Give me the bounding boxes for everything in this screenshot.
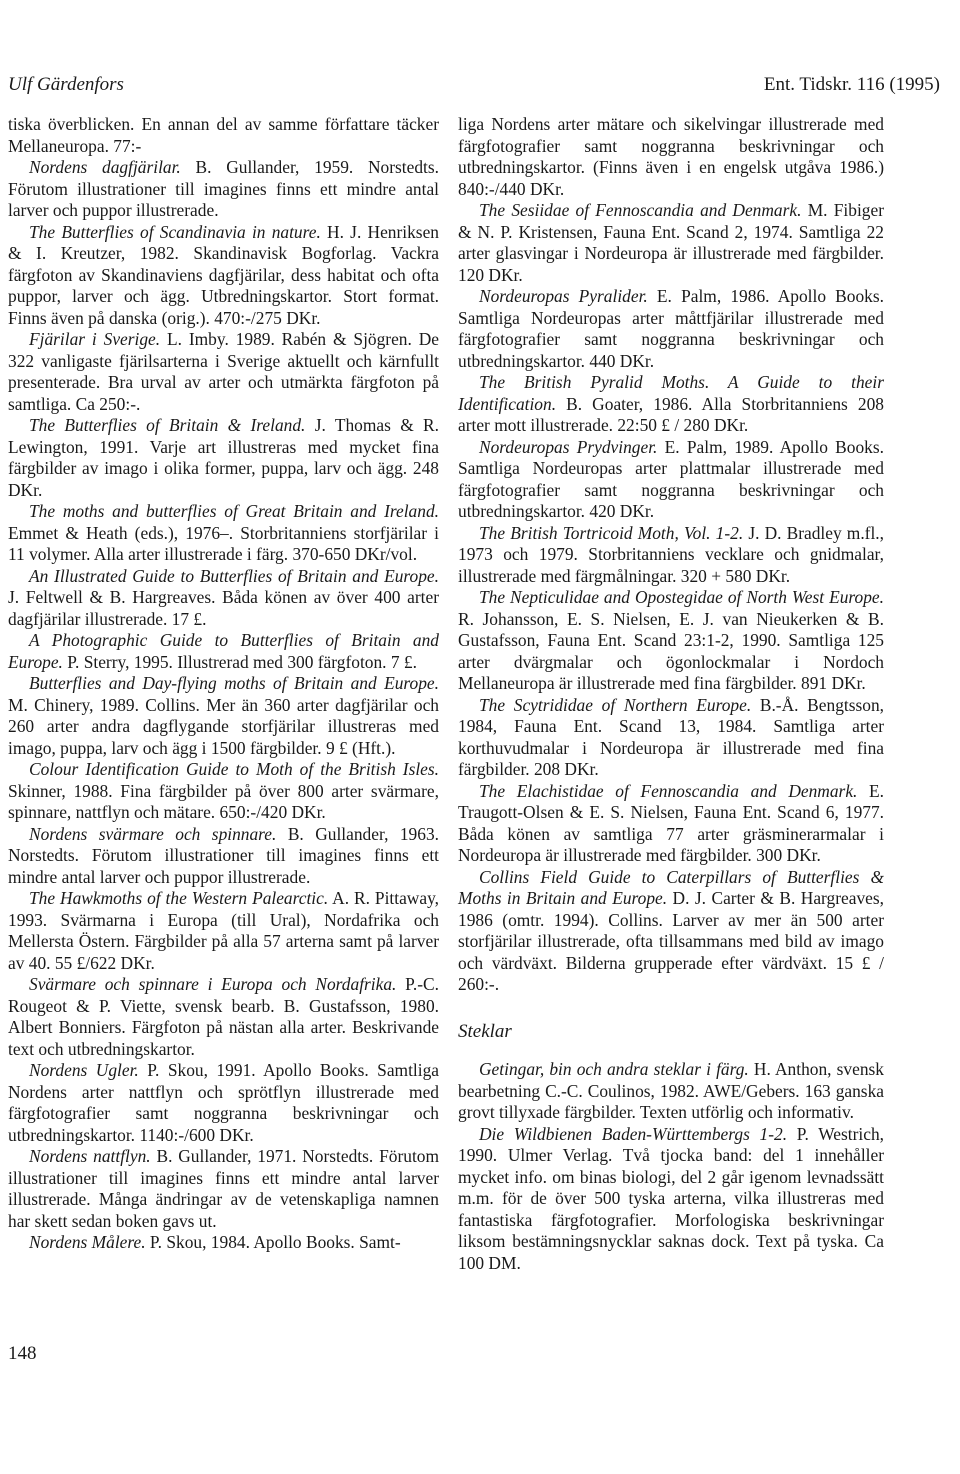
bibliography-entry [458, 1124, 884, 1275]
entry-title: The Butterflies of Britain & Ireland. [29, 415, 306, 435]
entry-details: tiska överblicken. En annan del av samme författare täcker Mellaneuropa. 77:- [8, 114, 439, 156]
entry-details: E. Palm, 1989. Apollo Books. Samtliga Nordeuropas arter plattmalar illustrerade med färgfotografier samt noggranna beskrivningar och utbredningskartor. 420 DKr. [458, 436, 884, 521]
bibliography-entry [8, 114, 439, 157]
bibliography-entry [458, 587, 884, 695]
bibliography-entry [8, 157, 439, 222]
entry-details: H. Anthon, svensk bearbetning C.-C. Coulinos, 1982. AWE/Gebers. 163 ganska grovt tillyxade färgbilder. Texten utförlig och informativ. [458, 1059, 884, 1122]
entry-title: Collins Field Guide to Caterpillars of Butterflies & Moths in Britain and Europe. [458, 866, 884, 908]
entry-title: Nordens svärmare och spinnare. [29, 823, 277, 844]
bibliography-entry [458, 200, 884, 286]
bibliography-entry [8, 824, 439, 889]
entry-title: The Scytrididae of Northern Europe. [479, 694, 752, 715]
entry-details: J. Feltwell & B. Hargreaves. Båda könen av över 400 arter dagfjärilar illustrerade. 17 £. [8, 587, 439, 629]
entry-title: Getingar, bin och andra steklar i färg. [479, 1059, 749, 1079]
entry-title: Svärmare och spinnare i Europa och Nordafrika. [29, 974, 397, 994]
entry-details: P.-C. Rougeot & P. Viette, svensk bearb. B. Gustafsson, 1980. Albert Bonniers. Färgfoton på nästan alla arter. Beskrivande text och utbredningskartor. [8, 974, 439, 1059]
entry-title: Nordens dagfjärilar. [29, 157, 181, 177]
entry-title: Fjärilar i Sverige. [29, 329, 161, 349]
entry-title: The British Pyralid Moths. A Guide to their Identification. [458, 372, 884, 414]
bibliography-entry [458, 437, 884, 523]
entry-title: Nordens Ugler. [29, 1060, 139, 1080]
entry-details: Skinner, 1988. Fina färgbilder på över 800 arter svärmare, spinnare, nattflyn och mätare. 650:-/420 DKr. [8, 780, 439, 822]
entry-details: L. Imby. 1989. Rabén & Sjögren. De 322 vanligaste fjärilsarterna i Sverige aktuellt och kärnfullt presenterade. Bra urval av arter och utmärkta färgfoton på samtliga. Ca 250:-. [8, 329, 439, 414]
entry-details: B. Gullander, 1963. Norstedts. Förutom illustrationer till imagines finns ett mindre antal larver och puppor illustrerade. [8, 823, 439, 887]
entry-title: Nordens nattflyn. [29, 1146, 151, 1166]
entry-details: J. D. Bradley m.fl., 1973 och 1979. Storbritanniens vecklare och gnidmalar, illustrerade med färgmålningar. 320 + 580 DKr. [458, 522, 884, 586]
bibliography-entry [8, 1146, 439, 1232]
entry-title: Nordeuropas Prydvinger. [479, 436, 658, 457]
running-header-author: Ulf Gärdenfors [8, 74, 124, 95]
entry-title: The British Tortricoid Moth, Vol. 1-2. [479, 522, 744, 543]
entry-details: P. Skou, 1984. Apollo Books. Samt- [145, 1232, 401, 1252]
bibliography-entry [8, 673, 439, 759]
entry-title: The Elachistidae of Fennoscandia and Denmark. [479, 780, 858, 801]
entry-title: Colour Identification Guide to Moth of the British Isles. [29, 759, 439, 779]
bibliography-entry [8, 888, 439, 974]
bibliography-entry [458, 1059, 884, 1124]
entry-details: A. R. Pittaway, 1993. Svärmarna i Europa (till Ural), Nordafrika och Mellersta Östern. Färgbilder på alla 57 arterna samt på larver av 40. 55 £/622 DKr. [8, 888, 439, 973]
bibliography-entry [8, 630, 439, 673]
entry-details: J. Thomas & R. Lewington, 1991. Varje art illustreras med mycket fina färgbilder av imago i olika former, puppa, larv och ägg. 248 DKr. [8, 415, 439, 500]
entry-details: liga Nordens arter mätare och sikelvingar illustrerade med färgfotografier samt noggranna beskrivningar och utbredningskartor. (Finns även i en engelsk utgåva 1986.) 840:-/440 DKr. [458, 114, 884, 199]
entry-title: A Photographic Guide to Butterflies of Britain and Europe. [8, 630, 439, 672]
entry-details: R. Johansson, E. S. Nielsen, E. J. van Nieukerken & B. Gustafsson, Fauna Ent. Scand 23:1-2, 1990. Samtliga 125 arter dvärgmalar och ögonlockmalar i Nordoch Mellaneuropa är illustrerade med fina färgbilder. 891 DKr. [458, 608, 884, 693]
bibliography-entry [458, 114, 884, 200]
bibliography-entry [8, 222, 439, 330]
entry-title: An Illustrated Guide to Butterflies of Britain and Europe. [29, 565, 439, 586]
entry-title: The Sesiidae of Fennoscandia and Denmark. [479, 200, 802, 220]
entry-details: B. Gullander, 1971. Norstedts. Förutom illustrationer till imagines finns ett mindre antal larver illustrerade. Många ändringar av de vetenskapliga namnen har skett sedan boken gavs ut. [8, 1146, 440, 1231]
bibliography-entry [8, 329, 439, 415]
bibliography-entry [8, 415, 439, 501]
bibliography-entry [458, 867, 884, 996]
entry-details: P. Skou, 1991. Apollo Books. Samtliga Nordens arter nattflyn och sprötflyn illustrerade med färgfotografier samt noggranna beskrivningar och utbredningskartor. 1140:-/600 DKr. [8, 1060, 439, 1145]
bibliography-entry [8, 501, 439, 566]
entry-title: The Butterflies of Scandinavia in nature. [29, 221, 321, 242]
entry-title: Nordens Målere. [29, 1232, 146, 1252]
left-column [8, 114, 439, 1254]
entry-details: Emmet & Heath (eds.), 1976–. Storbritanniens storfjärilar i 11 volymer. Alla arter illustrerade i färg. 370-650 DKr/vol. [8, 522, 439, 564]
steklar-entries [458, 1059, 884, 1274]
running-header-journal: Ent. Tidskr. 116 (1995) [763, 74, 940, 95]
entry-details: B.-Å. Bengtsson, 1984, Fauna Ent. Scand 13, 1984. Samtliga arter korthuvudmalar i Nordeuropa är illustrerade med fina färgbilder. 208 DKr. [458, 694, 884, 779]
right-column [458, 114, 884, 1274]
page-number: 148 [8, 1343, 37, 1364]
entry-details: H. J. Henriksen & I. Kreutzer, 1982. Skandinavisk Bogforlag. Vackra färgfoton av Skandinaviens dagfjärilar, dess habitat och ofta puppor, larver och ägg. Utbredningskartor. Stort format. Finns även på danska (orig.). 470:-/275 DKr. [8, 221, 439, 328]
bibliography-entry [458, 372, 884, 437]
entry-details: B. Gullander, 1959. Norstedts. Förutom illustrationer till imagines finns ett mindre antal larver och puppor illustrerade. [8, 157, 439, 220]
entry-title: The Hawkmoths of the Western Palearctic. [29, 888, 329, 908]
bibliography-entry [8, 759, 439, 824]
bibliography-entry [458, 781, 884, 867]
bibliography-entry [458, 523, 884, 588]
entry-title: Butterflies and Day-flying moths of Britain and Europe. [29, 673, 439, 693]
right-column-entries [458, 114, 884, 996]
entry-details: E. Palm, 1986. Apollo Books. Samtliga Nordeuropas arter måttfjärilar illustrerade med färgfotografier samt noggranna beskrivningar och utbredningskartor. 440 DKr. [458, 286, 884, 371]
entry-title: Die Wildbienen Baden-Württembergs 1-2. [479, 1123, 788, 1144]
entry-details: B. Goater, 1986. Alla Storbritanniens 208 arter mott illustrerade. 22:50 £ / 280 DKr. [458, 393, 884, 435]
entry-details: M. Chinery, 1989. Collins. Mer än 360 arter dagfjärilar och 260 arter andra dagflygande storfjärilar illustreras med imago, puppa, larv och ägg i 1500 färgbilder. 9 £ (Hft.). [8, 694, 439, 758]
bibliography-entry [458, 286, 884, 372]
entry-title: The Nepticulidae and Opostegidae of North West Europe. [479, 587, 884, 607]
entry-details: E. Traugott-Olsen & E. S. Nielsen, Fauna Ent. Scand 6, 1977. Båda könen av samtliga 77 arter gräsminerarmalar i Nordeuropa är illustrerade med färgbilder. 300 DKr. [458, 780, 884, 865]
bibliography-entry [458, 695, 884, 781]
bibliography-entry [8, 974, 439, 1060]
entry-title: The moths and butterflies of Great Britain and Ireland. [29, 501, 439, 521]
bibliography-entry [8, 566, 439, 631]
entry-details: D. J. Carter & B. Hargreaves, 1986 (omtr. 1994). Collins. Larver av mer än 500 arter storfjärilar illustrerade, ofta tillsammans med bild av imago och värdväxt. Bilderna grupperade efter värdväxt. 15 £ / 260:-. [458, 888, 884, 994]
entry-title: Nordeuropas Pyralider. [479, 286, 648, 306]
bibliography-entry [8, 1232, 439, 1254]
entry-details: P. Westrich, 1990. Ulmer Verlag. Två tjocka band: del 1 innehåller mycket info. om binas biologi, del 2 går igenom levnadssätt m.m. för de över 500 tyska arterna, vilka illustreras med fantastiska färgfotografier. Morfologiska beskrivningar liksom bestämningsnycklar saknas dock. Text på tyska. Ca 100 DM. [458, 1123, 884, 1273]
bibliography-entry [8, 1060, 439, 1146]
entry-details: P. Sterry, 1995. Illustrerad med 300 färgfoton. 7 £. [62, 651, 417, 672]
entry-details: M. Fibiger & N. P. Kristensen, Fauna Ent. Scand 2, 1974. Samtliga 22 arter glasvingar i Nordeuropa är illustrerade med färgbilder. 120 DKr. [458, 200, 885, 285]
section-heading-steklar: Steklar [458, 1020, 512, 1042]
